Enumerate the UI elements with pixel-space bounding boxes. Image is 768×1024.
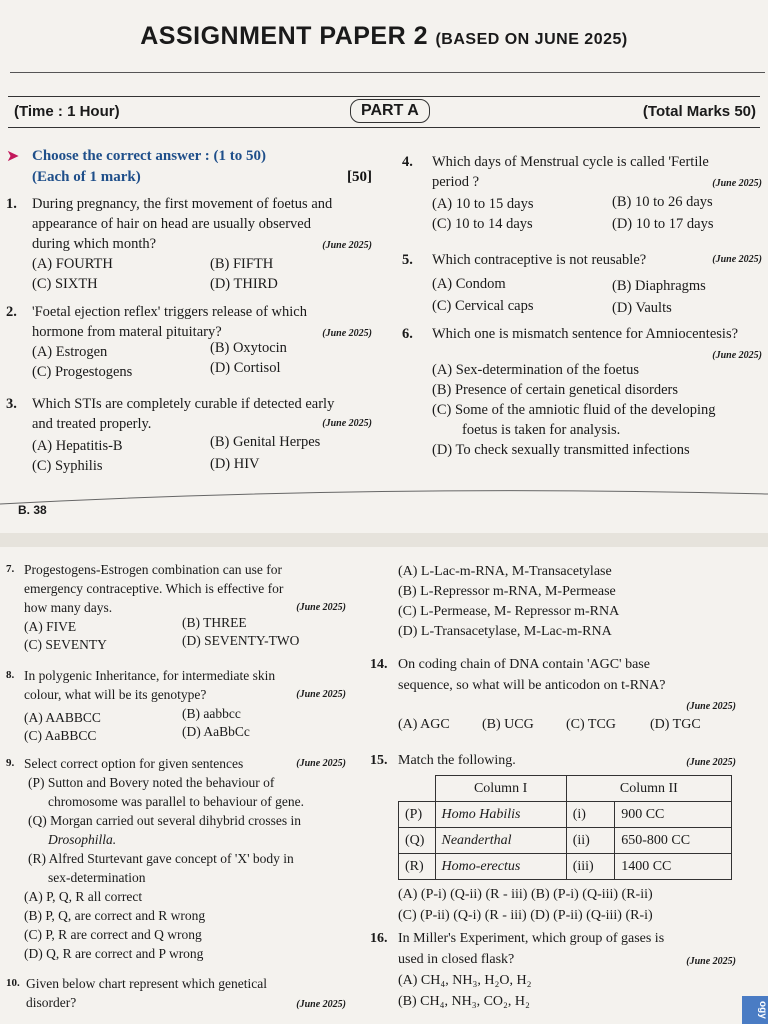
option: (C) SEVENTY — [24, 637, 107, 652]
option: (A) L-Lac-m-RNA, M-Transacetylase — [398, 564, 612, 579]
option: (B) Genital Herpes — [210, 434, 321, 450]
option: (A) Sex-determination of the foetus — [432, 362, 639, 378]
option: (A) Hepatitis-B — [32, 438, 123, 454]
option: (A) AABBCC — [24, 710, 101, 725]
question-16: 16. In Miller's Experiment, which group of gases is used in closed flask? (June 2025) (A) CH₄, NH₃, H₂O, H₂ (B) CH₄, NH₃, CO₂, H₂ — [370, 928, 736, 1012]
option: (C) AaBBCC — [24, 728, 97, 743]
time-label: (Time : 1 Hour) — [14, 103, 120, 120]
option: (B) L-Repressor m-RNA, M-Permease — [398, 584, 616, 599]
option: (A) 10 to 15 days — [432, 196, 534, 212]
option: (B) FIFTH — [210, 256, 274, 272]
option: (A) CH₄, NH₃, H₂O, H₂ — [398, 973, 532, 988]
option: (A) FOURTH — [32, 256, 113, 272]
question-10: 10. Given below chart represent which genetical disorder? (June 2025) — [6, 976, 346, 1010]
option: (B) Diaphragms — [612, 278, 706, 294]
page-gap — [0, 533, 768, 547]
option: (D) L-Transacetylase, M-Lac-m-RNA — [398, 624, 612, 639]
option: (C) 10 to 14 days — [432, 216, 533, 232]
instruction — [6, 146, 376, 188]
question-5: 5. Which contraceptive is not reusable? (June 2025) (A) Condom (B) Diaphragms (C) Cervical caps (D) Vaults — [402, 252, 762, 316]
option: (A) FIVE — [24, 619, 77, 634]
total-marks: (Total Marks 50) — [642, 103, 756, 120]
option: (C) Syphilis — [32, 458, 103, 474]
page-edge-curve — [0, 480, 768, 510]
chapter-side-tab: ogy — [742, 996, 768, 1024]
question-2: 2. 'Foetal ejection reflex' triggers release of which hormone from materal pituitary? (June 2025) (A) Estrogen (B) Oxytocin (C) Progestogens (D) Cortisol — [6, 304, 372, 380]
option: (C) SIXTH — [32, 276, 98, 292]
table-row: (R) Homo-erectus (iii) 1400 CC — [399, 854, 732, 880]
option: (B) CH₄, NH₃, CO₂, H₂ — [398, 994, 530, 1009]
option: (B) Oxytocin — [210, 340, 287, 356]
option: (D) HIV — [210, 456, 260, 472]
question-7: 7. Progestogens-Estrogen combination can use for emergency contraceptive. Which is effective for how many days. (June 2025) (A) FIVE (B) THREE (C) SEVENTY (D) SEVENTY-TWO — [6, 562, 346, 652]
option: (D) AaBbCc — [182, 724, 250, 739]
option: (A) Estrogen — [32, 344, 108, 360]
option: (A) AGC — [398, 717, 450, 732]
instruction-line1: Choose the correct answer : (1 to 50) — [32, 148, 266, 164]
instruction-line2: (Each of 1 mark) [50] — [32, 169, 372, 185]
question-9: 9. Select correct option for given sentences (June 2025) (P) Sutton and Bovery noted the behaviour of chromosome was parallel to behaviour of gene. (Q) Morgan carried out several dihybrid crosses in Drosophilla. (R) Alfred Sturtevant gave concept of 'X' body in sex-determination (A) P, Q, R all correct (B) P, Q, are correct and R wrong (C) P, R are correct and Q wrong (D) Q, R are correct and P wrong — [6, 756, 346, 961]
option: (B) aabbcc — [182, 706, 241, 721]
part-badge: PART A — [350, 99, 430, 123]
arrow-icon: ➤ — [6, 148, 20, 165]
option: (A) Condom — [432, 276, 506, 292]
table-row: (Q) Neanderthal (ii) 650-800 CC — [399, 828, 732, 854]
option: (B) UCG — [482, 717, 534, 732]
option: (D) Q, R are correct and P wrong — [24, 946, 204, 961]
option: (A) (P-i) (Q-ii) (R - iii) (B) (P-i) (Q-iii) (R-ii) — [398, 887, 653, 902]
question-1: 1. During pregnancy, the first movement of foetus and appearance of hair on head are usually observed during which month? (June 2025) (A) FOURTH (B) FIFTH (C) SIXTH (D) THIRD — [6, 196, 372, 292]
option: (D) Vaults — [612, 300, 672, 316]
table-header: Column I — [435, 776, 566, 802]
page-label: B. 38 — [18, 503, 47, 517]
option: (C) Some of the amniotic fluid of the developing — [432, 402, 716, 418]
option: (B) P, Q, are correct and R wrong — [24, 908, 206, 923]
match-table — [398, 775, 732, 880]
option: foetus is taken for analysis. — [462, 422, 621, 438]
option: (B) 10 to 26 days — [612, 194, 713, 210]
option: (C) TCG — [566, 717, 616, 732]
option: (C) Cervical caps — [432, 298, 534, 314]
header-rule — [10, 72, 765, 73]
option: (D) THIRD — [210, 276, 278, 292]
option: (C) P, R are correct and Q wrong — [24, 927, 202, 942]
question-13-options — [398, 562, 738, 642]
option: (C) Progestogens — [32, 364, 133, 380]
paper-title: ASSIGNMENT PAPER 2 (BASED ON JUNE 2025) — [140, 22, 628, 50]
option: (D) SEVENTY-TWO — [182, 633, 300, 648]
option: (D) TGC — [650, 717, 701, 732]
question-15: 15. Match the following. (June 2025) Column I Column II (P) Homo Habilis (i) 900 CC (Q) Neanderthal (ii) 650-800 CC (R) Homo-erectus (iii) 1400 CC (A) (P-i) (Q-ii) (R - iii) (B) (P-i) (Q-iii) (R-ii) (C) (P-ii) (Q-i) (R - iii) (D) (P-ii) (Q-iii) (R-i) — [370, 750, 736, 926]
option: (B) THREE — [182, 615, 247, 630]
question-4: 4. Which days of Menstrual cycle is called 'Fertile period ? (June 2025) (A) 10 to 15 days (B) 10 to 26 days (C) 10 to 14 days (D) 10 to 17 days — [402, 154, 762, 232]
question-14: 14. On coding chain of DNA contain 'AGC' base sequence, so what will be anticodon on t-RNA? (June 2025) (A) AGC (B) UCG (C) TCG (D) TGC — [370, 654, 736, 736]
option: (A) P, Q, R all correct — [24, 889, 143, 904]
option: (B) Presence of certain genetical disorders — [432, 382, 678, 398]
option: (D) 10 to 17 days — [612, 216, 714, 232]
table-header: Column II — [566, 776, 731, 802]
question-6: 6. Which one is mismatch sentence for Amniocentesis? (June 2025) (A) Sex-determination of the foetus (B) Presence of certain genetical disorders (C) Some of the amniotic fluid of the developing foetus is taken for analysis. (D) To check sexually transmitted infections — [402, 326, 762, 458]
option: (D) Cortisol — [210, 360, 281, 376]
question-8: 8. In polygenic Inheritance, for intermediate skin colour, what will be its genotype? (June 2025) (A) AABBCC (B) aabbcc (C) AaBBCC (D) AaBbCc — [6, 668, 346, 743]
option: (C) L-Permease, M- Repressor m-RNA — [398, 604, 620, 619]
question-3: 3. Which STIs are completely curable if detected early and treated properly. (June 2025) (A) Hepatitis-B (B) Genital Herpes (C) Syphilis (D) HIV — [6, 396, 372, 474]
option: (C) (P-ii) (Q-i) (R - iii) (D) (P-ii) (Q-iii) (R-i) — [398, 908, 653, 923]
option: (D) To check sexually transmitted infections — [432, 442, 690, 458]
table-row: (P) Homo Habilis (i) 900 CC — [399, 802, 732, 828]
